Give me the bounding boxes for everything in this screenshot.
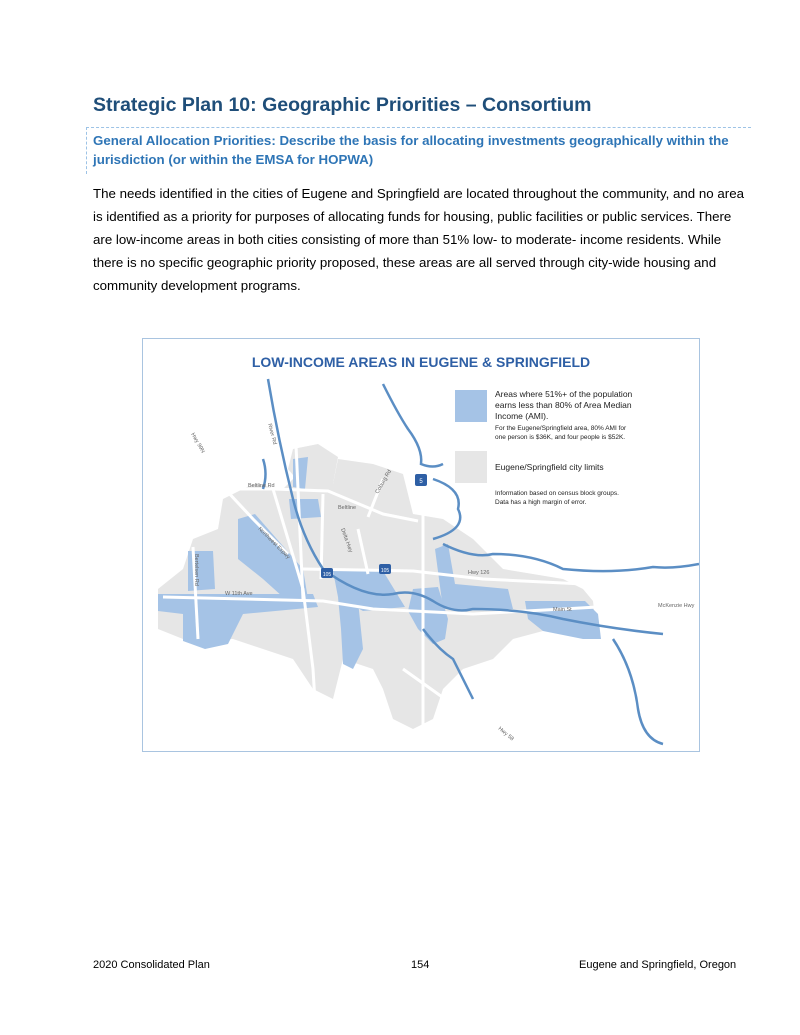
road-label-hwy58: Hwy 58 bbox=[496, 725, 515, 743]
i5-shield-label: 5 bbox=[419, 479, 423, 485]
footer-jurisdiction: Eugene and Springfield, Oregon bbox=[579, 959, 737, 971]
map-title: LOW-INCOME AREAS IN EUGENE & SPRINGFIELD bbox=[251, 354, 591, 370]
legend-info-line2: Data has a high margin of error. bbox=[495, 499, 587, 506]
legend-swatch-city-limits bbox=[455, 451, 487, 483]
road-label-delta-hwy: Delta Hwy bbox=[339, 527, 354, 554]
legend-ami-note-line1: For the Eugene/Springfield area, 80% AMI for bbox=[495, 425, 627, 432]
legend-low-income-line3: Income (AMI). bbox=[495, 411, 549, 421]
road-label-mckenzie-hwy: McKenzie Hwy bbox=[658, 603, 695, 609]
road-label-hwy126: Hwy 126 bbox=[468, 570, 490, 576]
road-label-hwy99: Hwy 99N bbox=[189, 432, 206, 455]
i105-shield-west-label: 105 bbox=[322, 572, 332, 578]
road-label-main-st: Main St bbox=[553, 607, 572, 613]
svg-text:Information based on census bl bbox=[495, 490, 621, 506]
page-title: Strategic Plan 10: Geographic Priorities – Consortium bbox=[93, 94, 592, 116]
road-label-beltline-rd: Beltline Rd bbox=[248, 483, 275, 489]
map-legend bbox=[455, 389, 635, 506]
i105-shield-east-label: 105 bbox=[380, 568, 390, 574]
body-paragraph: The needs identified in the cities of Eugene and Springfield are located throughout the community, and no area is identified as a priority for purposes of allocating funds for housing, public facilities or public services. There are low-income areas in both cities consisting of more than 51% low- to moderate- income residents. While there is no specific geographic priority proposed, these areas are all served through city-wide housing and community development programs. bbox=[93, 186, 744, 293]
road-label-river-rd: River Rd bbox=[266, 422, 278, 446]
footer-document-name: 2020 Consolidated Plan bbox=[93, 959, 210, 971]
road-label-northwest-expwy: Northwest Expwy bbox=[256, 526, 291, 561]
i105-shield-east bbox=[379, 564, 391, 574]
legend-ami-note-line2: one person is $36K, and four people is $52K. bbox=[495, 434, 626, 441]
section-subtitle: General Allocation Priorities: Describe the basis for allocating investments geographically within the jurisdiction (or within the EMSA for HOPWA) bbox=[93, 133, 729, 167]
legend-swatch-low-income bbox=[455, 390, 487, 422]
legend-city-limits: Eugene/Springfield city limits bbox=[495, 462, 604, 472]
road-label-coburg: Coburg Rd bbox=[374, 468, 394, 495]
legend-info-line1: Information based on census block groups. bbox=[495, 490, 619, 497]
road-label-beltline: Beltline bbox=[338, 505, 357, 511]
road-label-bertelsen: Bertelsen Rd bbox=[193, 554, 199, 586]
i105-shield-west bbox=[321, 568, 333, 578]
footer-page-number: 154 bbox=[411, 959, 430, 971]
legend-low-income-line1: Areas where 51%+ of the population bbox=[495, 389, 633, 399]
i5-shield bbox=[415, 474, 427, 486]
legend-low-income-line2: earns less than 80% of Area Median bbox=[495, 400, 632, 410]
svg-text:For the Eugene/Springfield are bbox=[495, 425, 628, 441]
low-income-map bbox=[142, 338, 700, 752]
road-label-w11th: W 11th Ave bbox=[225, 591, 253, 597]
svg-text:Areas where 51%+ of the popula bbox=[495, 389, 635, 421]
